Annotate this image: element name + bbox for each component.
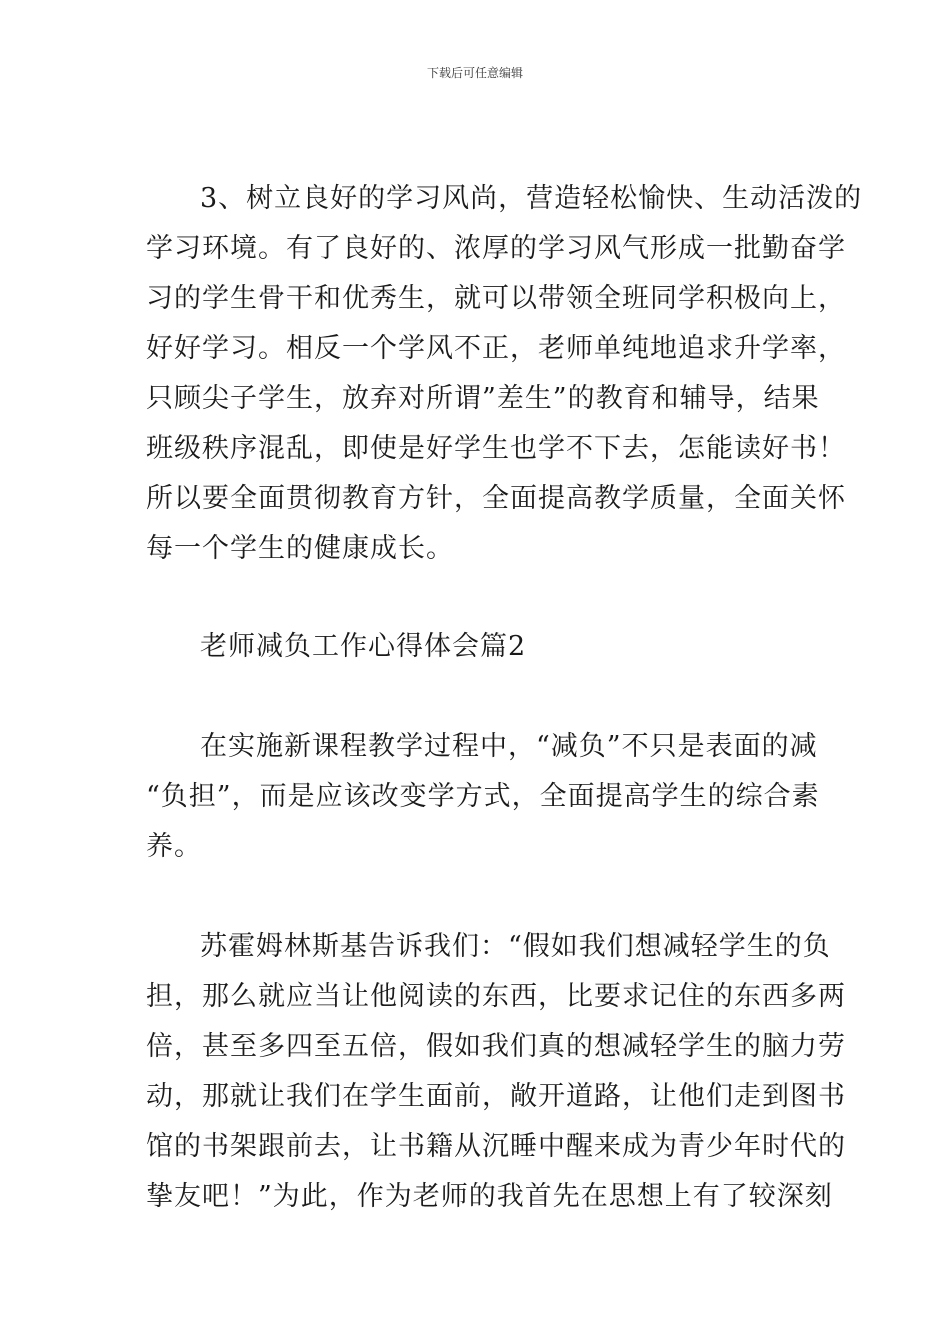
paragraph-line: 班级秩序混乱，即使是好学生也学不下去，怎能读好书！ [146,433,846,464]
paragraph-line: 担，那么就应当让他阅读的东西，比要求记住的东西多两 [146,981,846,1012]
paragraph-line: 所以要全面贯彻教育方针，全面提高教学质量，全面关怀 [146,483,846,514]
paragraph-line: 养。 [146,831,202,862]
paragraph-line: 苏霍姆林斯基告诉我们：“假如我们想减轻学生的负 [200,931,831,962]
paragraph-line: 只顾尖子学生，放弃对所谓”差生”的教育和辅导，结果 [146,383,820,414]
paragraph-line: 习的学生骨干和优秀生，就可以带领全班同学积极向上， [146,283,846,314]
paragraph-line: 好好学习。相反一个学风不正，老师单纯地追求升学率， [146,333,846,364]
paragraph-line: “负担”，而是应该改变学方式，全面提高学生的综合素 [146,781,820,812]
paragraph-line: 动，那就让我们在学生面前，敞开道路，让他们走到图书 [146,1081,846,1112]
paragraph-line: 在实施新课程教学过程中，“减负”不只是表面的减 [200,731,818,762]
section-heading: 老师减负工作心得体会篇2 [200,631,527,662]
page-header: 下载后可任意编辑 [426,66,523,80]
paragraph-line: 倍，甚至多四至五倍，假如我们真的想减轻学生的脑力劳 [146,1031,846,1062]
paragraph-line: 馆的书架跟前去，让书籍从沉睡中醒来成为青少年时代的 [146,1131,846,1162]
paragraph-line: 3、树立良好的学习风尚，营造轻松愉快、生动活泼的 [200,183,863,214]
paragraph-line: 学习环境。有了良好的、浓厚的学习风气形成一批勤奋学 [146,233,846,264]
paragraph-line: 每一个学生的健康成长。 [146,533,454,564]
paragraph-line: 挚友吧！”为此，作为老师的我首先在思想上有了较深刻 [146,1181,833,1212]
